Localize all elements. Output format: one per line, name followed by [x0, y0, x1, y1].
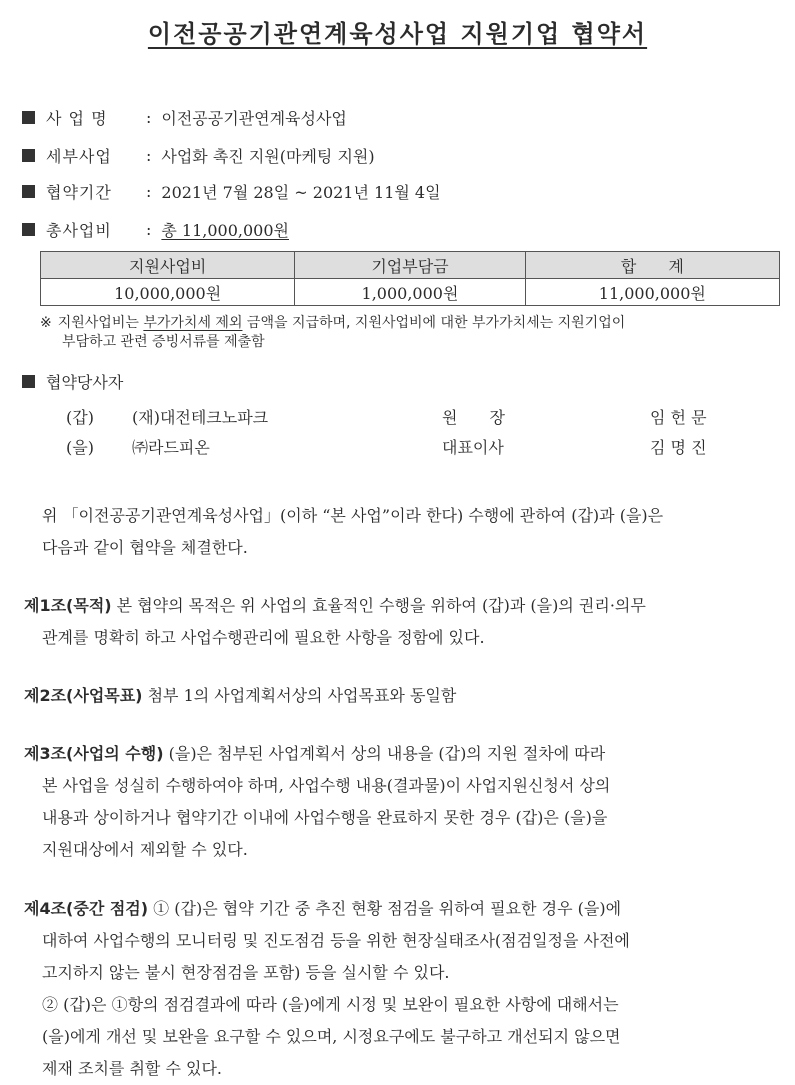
party-role: (을) — [66, 438, 94, 457]
article-2 — [24, 680, 784, 712]
document-title: 이전공공기관연계육성사업 지원기업 협약서 — [147, 20, 648, 48]
square-bullet-icon — [22, 149, 35, 162]
info-row-sub-business: 세부사업 : 사업화 촉진 지원(마케팅 지원) — [22, 144, 375, 167]
info-value: 사업화 촉진 지원(마케팅 지원) — [161, 147, 375, 166]
preamble — [24, 500, 784, 564]
party-name: 임 헌 문 — [650, 408, 707, 427]
table-header-cell: 지원사업비 — [41, 252, 295, 279]
article-heading: 제1조(목적) — [24, 596, 112, 615]
article-4 — [24, 893, 784, 1085]
parties-heading: 협약당사자 — [46, 373, 124, 392]
table-cell: 11,000,000원 — [525, 279, 779, 306]
note-text: 금액을 지급하며, 지원사업비에 대한 부가가치세는 지원기업이 — [242, 315, 626, 331]
article-text: 관계를 명확히 하고 사업수행관리에 필요한 사항을 정함에 있다. — [42, 628, 485, 647]
article-text: (을)에게 개선 및 보완을 요구할 수 있으며, 시정요구에도 불구하고 개선되지 않으면 — [42, 1027, 621, 1046]
note-underlined-text: 부가가치세 제외 — [143, 315, 243, 331]
article-text: 본 사업을 성실히 수행하여야 하며, 사업수행 내용(결과물)이 사업지원신청서 상의 — [42, 776, 611, 795]
info-value: 총 11,000,000원 — [161, 221, 289, 240]
table-cell: 1,000,000원 — [295, 279, 525, 306]
table-header-row — [41, 252, 780, 279]
article-text: ② (갑)은 ①항의 점검결과에 따라 (을)에게 시정 및 보완이 필요한 사항에 대해서는 — [42, 995, 619, 1014]
note-text: 지원사업비는 — [57, 315, 144, 331]
article-text: 제재 조치를 취할 수 있다. — [42, 1059, 222, 1078]
article-text: 고지하지 않는 불시 현장점검을 포함) 등을 실시할 수 있다. — [42, 963, 450, 982]
info-label: 협약기간 — [46, 183, 112, 202]
preamble-line: 위 「이전공공기관연계육성사업」(이하 “본 사업”이라 한다) 수행에 관하여 (갑)과 (을)은 — [42, 506, 664, 525]
info-label: 총사업비 — [46, 221, 112, 240]
note-text-line2: 부담하고 관련 증빙서류를 제출함 — [62, 334, 265, 350]
party-org: (재)대전테크노파크 — [132, 408, 269, 427]
info-value: 2021년 7월 28일 ~ 2021년 11월 4일 — [161, 183, 441, 202]
square-bullet-icon — [22, 223, 35, 236]
article-text: 대하여 사업수행의 모니터링 및 진도점검 등을 위한 현장실태조사(점검일정을 사전에 — [42, 931, 630, 950]
note-mark: ※ — [40, 315, 52, 331]
square-bullet-icon — [22, 185, 35, 198]
parties-heading-row — [22, 370, 123, 393]
table-header-cell: 기업부담금 — [295, 252, 525, 279]
budget-table — [40, 251, 780, 306]
square-bullet-icon — [22, 111, 35, 124]
article-text: 지원대상에서 제외할 수 있다. — [42, 840, 248, 859]
article-text: (을)은 첨부된 사업계획서 상의 내용을 (갑)의 지원 절차에 따라 — [163, 744, 606, 763]
info-label: 사 업 명 — [46, 109, 108, 128]
article-3 — [24, 738, 784, 866]
table-header-cell: 합 계 — [525, 252, 779, 279]
party-org: ㈜라드피온 — [132, 438, 210, 457]
article-text: 내용과 상이하거나 협약기간 이내에 사업수행을 완료하지 못한 경우 (갑)은 (을)을 — [42, 808, 608, 827]
article-text: 본 협약의 목적은 위 사업의 효율적인 수행을 위하여 (갑)과 (을)의 권리·의무 — [111, 596, 646, 615]
info-row-agreement-period: 협약기간 : 2021년 7월 28일 ~ 2021년 11월 4일 — [22, 180, 441, 203]
article-heading: 제3조(사업의 수행) — [24, 744, 164, 763]
table-row — [41, 279, 780, 306]
info-row-total-cost: 총사업비 : 총 11,000,000원 — [22, 218, 289, 241]
party-name: 김 명 진 — [650, 438, 707, 457]
article-text: ① (갑)은 협약 기간 중 추진 현황 점검을 위하여 필요한 경우 (을)에 — [148, 899, 622, 918]
preamble-line: 다음과 같이 협약을 체결한다. — [42, 538, 248, 557]
info-row-business-name: 사 업 명 : 이전공공기관연계육성사업 — [22, 106, 347, 129]
party-role: (갑) — [66, 408, 94, 427]
info-value: 이전공공기관연계육성사업 — [161, 109, 347, 128]
vat-note — [40, 314, 785, 352]
article-text: 첨부 1의 사업계획서상의 사업목표와 동일함 — [142, 686, 457, 705]
article-heading: 제2조(사업목표) — [24, 686, 143, 705]
info-label: 세부사업 — [46, 147, 112, 166]
article-1 — [24, 590, 784, 654]
square-bullet-icon — [22, 375, 35, 388]
party-title: 대표이사 — [442, 438, 504, 457]
table-cell: 10,000,000원 — [41, 279, 295, 306]
article-heading: 제4조(중간 점검) — [24, 899, 149, 918]
party-title: 원 장 — [442, 408, 505, 427]
